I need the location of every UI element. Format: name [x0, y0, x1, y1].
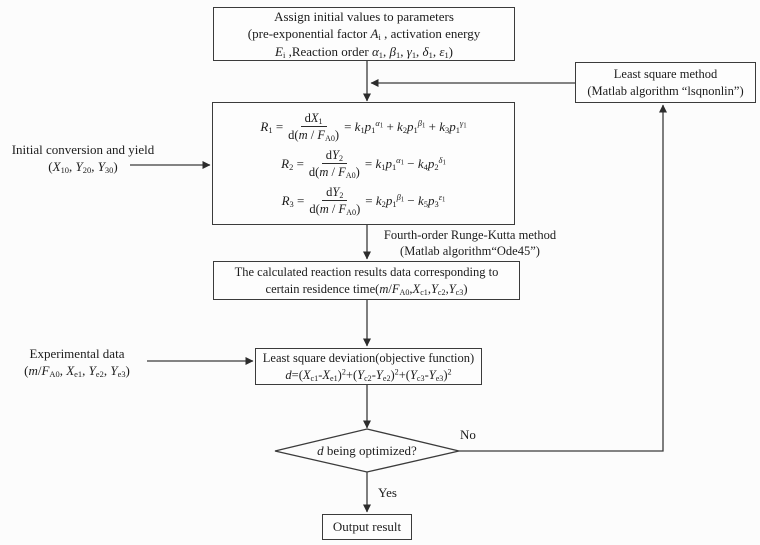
- equation-r2-fraction: [309, 148, 360, 179]
- least-square-deviation-line2: $d=(X_{c1}-X_{e1})^2+(Y_{c2}-Y_{e2})^2+(Y_{c3}-Y_{e3})^2$: [285, 367, 452, 383]
- runge-kutta-label: [372, 227, 568, 259]
- experimental-data-label: [6, 346, 148, 379]
- equation-r1-lhs: $R_1$ =: [260, 118, 284, 136]
- output-result-box: [322, 514, 412, 540]
- equation-r1-denominator: $d(m / F_{A0})$: [288, 128, 340, 144]
- equation-r2-rhs: = $k_1p_1^{\alpha_1} - k_4p_2^{\delta_1}$: [364, 155, 446, 173]
- least-square-method-box: [575, 62, 756, 103]
- initial-conversion-line1: Initial conversion and yield: [11, 142, 155, 157]
- assign-parameters-box: [213, 7, 515, 61]
- equation-r3: [282, 185, 446, 216]
- least-square-method-line1: Least square method: [613, 67, 718, 81]
- rate-equations-box: [212, 102, 515, 225]
- experimental-data-line2: ($m/F_{A0}$, $X_{e1}$, $Y_{e2}$, $Y_{e3}$): [24, 362, 130, 379]
- edge-label-yes: Yes: [378, 485, 397, 500]
- initial-conversion-label: [4, 142, 162, 175]
- equation-r1-fraction: [288, 111, 339, 142]
- runge-kutta-line1: Fourth-order Runge-Kutta method: [383, 228, 557, 242]
- assign-parameters-line1: Assign initial values to parameters: [274, 9, 454, 25]
- equation-r2-lhs: $R_2$ =: [281, 155, 304, 173]
- decision-text: d being optimized?: [317, 443, 417, 458]
- equation-r3-fraction: [309, 185, 360, 216]
- equation-r3-lhs: $R_3$ =: [281, 192, 305, 210]
- equation-r3-numerator: $dY_2$: [322, 185, 347, 201]
- least-square-deviation-box: [255, 348, 482, 385]
- equation-r1-rhs: = $k_1p_1^{\alpha_1} + k_2p_1^{\beta_1} + k_3p_1^{\gamma_1}$: [344, 118, 467, 136]
- calculated-results-box: [213, 261, 520, 300]
- runge-kutta-line2: (Matlab algorithm“Ode45”): [400, 244, 540, 258]
- least-square-deviation-line1: Least square deviation(objective function): [262, 351, 475, 365]
- equation-r2-denominator: $d(m / F_{A0})$: [308, 165, 360, 181]
- equation-r1-numerator: $dX_1$: [301, 111, 327, 127]
- calculated-results-line1: The calculated reaction results data corresponding to: [234, 265, 499, 279]
- assign-parameters-line2: (pre-exponential factor $A_i$ , activation energy: [247, 26, 481, 43]
- equation-r3-rhs: = $k_2p_1^{\beta_1} - k_5p_3^{\varepsilon_1}$: [365, 192, 446, 210]
- edge-label-no: No: [460, 427, 476, 442]
- equation-r3-denominator: $d(m / F_{A0})$: [309, 202, 361, 218]
- equation-r2: [281, 148, 446, 179]
- experimental-data-line1: Experimental data: [29, 346, 125, 361]
- equation-r1: [260, 111, 466, 142]
- assign-parameters-line3: $E_i$ ,Reaction order $\alpha_1$, $\beta_1$, $\gamma_1$, $\delta_1$, $\varepsilon_1$): [275, 43, 453, 60]
- decision-label: [287, 443, 447, 460]
- calculated-results-line2: certain residence $time(m/F_{A0},X_{c1},Y_{c2},Y_{c3})$: [265, 281, 468, 297]
- initial-conversion-line2: ($X_{10}$, $Y_{20}$, $Y_{30}$): [48, 158, 118, 175]
- least-square-method-line2: (Matlab algorithm “lsqnonlin”): [587, 83, 744, 98]
- output-result-text: Output result: [332, 519, 402, 535]
- equation-r2-numerator: $dY_2$: [322, 148, 347, 164]
